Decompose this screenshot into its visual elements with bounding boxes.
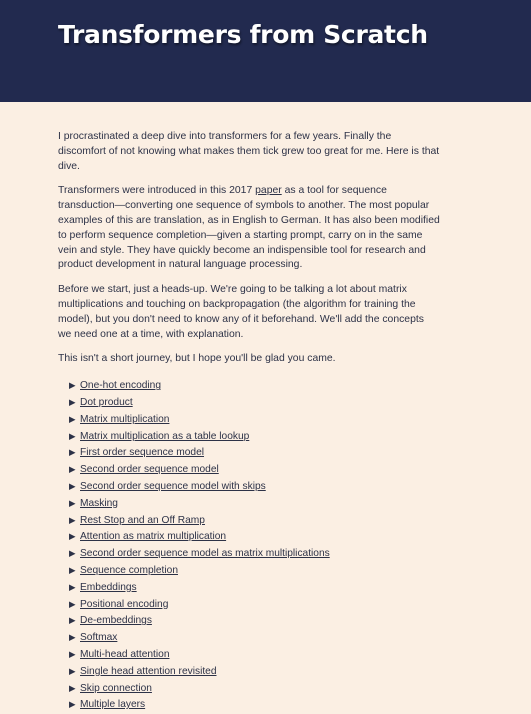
toc-item <box>69 596 440 613</box>
expand-triangle-icon[interactable]: ▶ <box>69 396 76 407</box>
toc-link[interactable]: Multi-head attention <box>80 648 170 660</box>
table-of-contents <box>58 377 440 713</box>
toc-link[interactable]: Second order sequence model <box>80 464 219 476</box>
toc-item <box>69 428 440 445</box>
toc-item <box>69 528 440 545</box>
toc-link[interactable]: Attention as matrix multiplication <box>80 531 227 543</box>
toc-link[interactable]: Masking <box>80 497 118 509</box>
expand-triangle-icon[interactable]: ▶ <box>69 531 76 542</box>
paper-link[interactable]: paper <box>255 185 282 197</box>
toc-item <box>69 545 440 562</box>
expand-triangle-icon[interactable]: ▶ <box>69 548 76 559</box>
expand-triangle-icon[interactable]: ▶ <box>69 497 76 508</box>
expand-triangle-icon[interactable]: ▶ <box>69 615 76 626</box>
toc-link[interactable]: Rest Stop and an Off Ramp <box>80 514 205 526</box>
toc-item <box>69 629 440 646</box>
toc-item <box>69 377 440 394</box>
expand-triangle-icon[interactable]: ▶ <box>69 648 76 659</box>
toc-link[interactable]: Matrix multiplication <box>80 413 170 425</box>
toc-item <box>69 461 440 478</box>
toc-item <box>69 646 440 663</box>
expand-triangle-icon[interactable]: ▶ <box>69 682 76 693</box>
toc-link[interactable]: Positional encoding <box>80 598 169 610</box>
toc-link[interactable]: Second order sequence model with skips <box>80 480 266 492</box>
intro-paragraph-2-text-b: as a tool for sequence transduction—converting one sequence of symbols to another. The most popular examples of this are translation, as in English to German. It has also been modified to perform sequence completion—given a starting prompt, carry on in the same vein and style. They have quickly become an indispensible tool for research and product development in natural language processing. <box>58 185 440 271</box>
toc-link[interactable]: Embeddings <box>80 581 137 593</box>
toc-item <box>69 495 440 512</box>
expand-triangle-icon[interactable]: ▶ <box>69 430 76 441</box>
toc-link[interactable]: Single head attention revisited <box>80 665 217 677</box>
toc-link[interactable]: Sequence completion <box>80 564 178 576</box>
intro-paragraph-4: This isn't a short journey, but I hope you'll be glad you came. <box>58 353 336 365</box>
expand-triangle-icon[interactable]: ▶ <box>69 581 76 592</box>
expand-triangle-icon[interactable]: ▶ <box>69 514 76 525</box>
intro-paragraph-2-text-a: Transformers were introduced in this 2017 <box>58 185 256 197</box>
toc-item <box>69 512 440 529</box>
toc-link[interactable]: Multiple layers <box>80 699 146 711</box>
expand-triangle-icon[interactable]: ▶ <box>69 699 76 710</box>
intro-paragraph-2 <box>58 184 440 273</box>
toc-item <box>69 696 440 713</box>
toc-item <box>69 579 440 596</box>
intro-paragraph-1: I procrastinated a deep dive into transformers for a few years. Finally the discomfort of not knowing what makes them tick grew too great for me. Here is that dive. <box>58 131 440 172</box>
article-body <box>58 130 440 713</box>
toc-item <box>69 612 440 629</box>
expand-triangle-icon[interactable]: ▶ <box>69 447 76 458</box>
expand-triangle-icon[interactable]: ▶ <box>69 480 76 491</box>
expand-triangle-icon[interactable]: ▶ <box>69 464 76 475</box>
toc-item <box>69 663 440 680</box>
page-header <box>0 0 531 102</box>
expand-triangle-icon[interactable]: ▶ <box>69 632 76 643</box>
toc-link[interactable]: Second order sequence model as matrix multiplications <box>80 548 330 560</box>
toc-item <box>69 478 440 495</box>
toc-link[interactable]: De-embeddings <box>80 615 152 627</box>
toc-link[interactable]: Skip connection <box>80 682 152 694</box>
toc-item <box>69 394 440 411</box>
toc-item <box>69 562 440 579</box>
page-title: Transformers from Scratch <box>58 20 428 49</box>
toc-item <box>69 444 440 461</box>
expand-triangle-icon[interactable]: ▶ <box>69 380 76 391</box>
toc-link[interactable]: First order sequence model <box>80 447 205 459</box>
toc-link[interactable]: One-hot encoding <box>80 380 161 392</box>
expand-triangle-icon[interactable]: ▶ <box>69 665 76 676</box>
toc-link[interactable]: Softmax <box>80 632 118 644</box>
toc-item <box>69 680 440 697</box>
intro-paragraph-3: Before we start, just a heads-up. We're going to be talking a lot about matrix multiplications and touching on backpropagation (the algorithm for training the model), but you don't need to know any of it beforehand. We'll add the concepts we need one at a time, with explanation. <box>58 284 424 340</box>
expand-triangle-icon[interactable]: ▶ <box>69 564 76 575</box>
toc-item <box>69 411 440 428</box>
expand-triangle-icon[interactable]: ▶ <box>69 413 76 424</box>
toc-link[interactable]: Dot product <box>80 396 133 408</box>
expand-triangle-icon[interactable]: ▶ <box>69 598 76 609</box>
toc-link[interactable]: Matrix multiplication as a table lookup <box>80 430 250 442</box>
